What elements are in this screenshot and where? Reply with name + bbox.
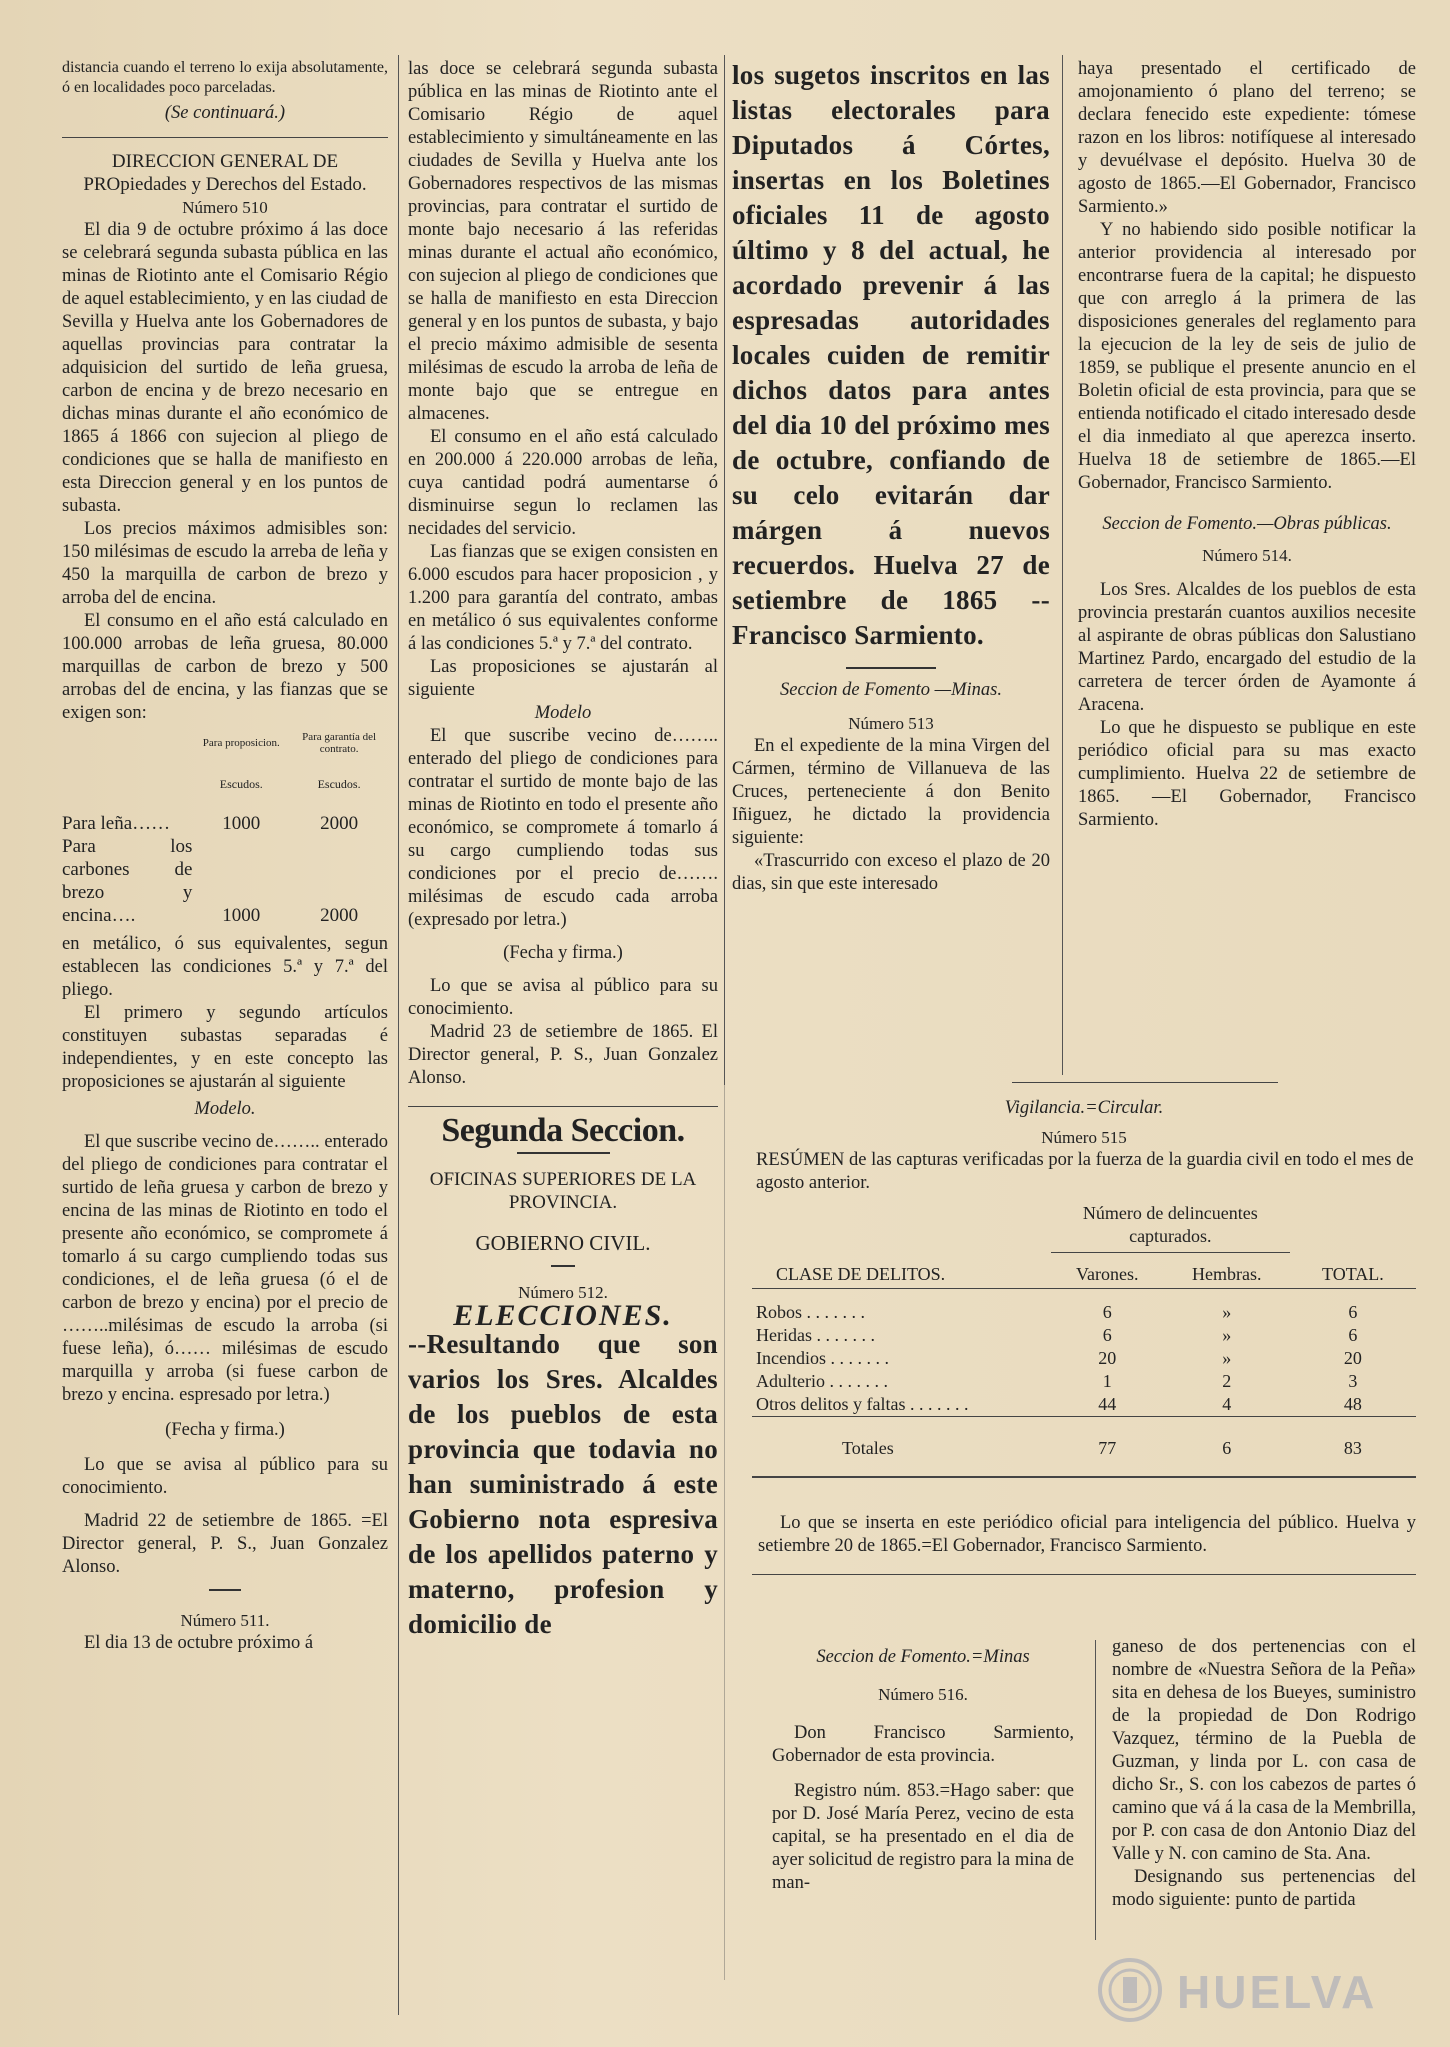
section-subtitle: Vigilancia.=Circular. bbox=[1004, 1098, 1164, 1118]
totals-label: Totales bbox=[842, 1437, 894, 1458]
table-row bbox=[752, 1301, 1416, 1324]
paragraph: Designando sus pertenencias del modo siguiente: punto de partida bbox=[1112, 1867, 1416, 1910]
divider bbox=[752, 1574, 1416, 1575]
section-title: Segunda Seccion. bbox=[441, 1112, 685, 1149]
cell-value: 2000 bbox=[320, 813, 359, 834]
paragraph: Y no habiendo sido posible notificar la anterior providencia al interesado por encontrarse fuera de la capital; he dispuesto que con arreglo á la primera de las disposiciones generales del reglamento para la ejecucion de la ley de seis de julio de 1859, se publique el presente anuncio en el Boletin oficial de esta provincia, para que se entienda notificado el citado interesado desde el dia inmediato al que aperezca inserto. Huelva 18 de setiembre de 1865.—El Gobernador, Francisco Sarmiento. bbox=[1078, 220, 1416, 493]
paragraph: Las proposiciones se ajustarán al siguiente bbox=[408, 657, 718, 700]
cell-hembras: » bbox=[1222, 1347, 1232, 1368]
table-header: Para proposicion. bbox=[202, 737, 280, 749]
section-subtitle: Seccion de Fomento —Minas. bbox=[780, 680, 1002, 700]
paragraph: haya presentado el certificado de amojonamiento ó plano del terreno; se declara fenecido este expediente: tómese razon en los libros: notifíquese al interesado y devuélvase el depósito. Huelva 30 de agosto de 1865.—El Gobernador, Francisco Sarmiento.» bbox=[1078, 59, 1416, 217]
paragraph: El consumo en el año está calculado en 100.000 arrobas de leña gruesa, 80.000 marquillas de carbon de brezo y 500 arrobas del de encina, y las fianzas que se exigen son: bbox=[62, 611, 388, 723]
column-1 bbox=[62, 58, 388, 1655]
bold-announcement: --Resultando que son varios los Sres. Alcaldes de los pueblos de esta provincia que todavia no han suministrado á este Gobierno nota espresiva de los apellidos paterno y materno, profesion y domicilio de bbox=[408, 1329, 718, 1639]
signature-placeholder: (Fecha y firma.) bbox=[165, 1420, 285, 1440]
paragraph: El dia 9 de octubre próximo á las doce se celebrará segunda subasta pública en las minas de Riotinto ante el Comisario Régio de aquel establecimiento, y en las ciudad de Sevilla y Huelva ante los Gobernadores de aquellas provincias para contratar la adquisicion del surtido de leña gruesa, carbon de encina y de brezo necesario en dichas minas durante el año económico de 1865 á 1866 con sujecion al pliego de condiciones que se halla de manifiesto en esta Direccion general y en los puntos de subasta. bbox=[62, 220, 388, 516]
cell-varones: 6 bbox=[1102, 1324, 1112, 1345]
row-label: Robos . . . . . . . bbox=[756, 1301, 866, 1322]
captures-section bbox=[752, 1082, 1416, 1587]
paragraph: las doce se celebrará segunda subasta pública en las minas de Riotinto ante el Comisario Régio de aquel establecimiento y simultáneamente en las ciudades de Sevilla y Huelva ante los Gobernadores respectivos de las mismas provincias, para contratar el surtido de monte bajo necesario á las referidas minas durante el actual año económico, con sujecion al pliego de condiciones que se halla de manifiesto en esta Direccion general y en los puntos de subasta, y bajo el precio máximo admisible de sesenta milésimas de escudo la arroba de leña de monte bajo que se entregue en almacenes. bbox=[408, 59, 718, 424]
section-heading: OFICINAS SUPERIORES DE LA PROVINCIA. bbox=[429, 1169, 697, 1213]
column-header: Hembras. bbox=[1192, 1264, 1262, 1285]
column-header: Varones. bbox=[1075, 1264, 1139, 1285]
paragraph: El primero y segundo artículos constituyen subastas separadas é independientes, y en este concepto las proposiciones se ajustarán al siguiente bbox=[62, 1003, 388, 1092]
paragraph: El que suscribe vecino de…….. enterado del pliego de condiciones para contratar el surtido de monte bajo de las minas de Riotinto en todo el presente año económico, se compromete á tomarlo á su cargo cumpliendo todas sus condiciones por el precio de……. milésimas de escudo cada arroba (expresado por letra.) bbox=[408, 726, 718, 930]
captures-table bbox=[752, 1201, 1416, 1494]
cell-hembras: » bbox=[1222, 1301, 1232, 1322]
paragraph: Lo que he dispuesto se publique en este periódico oficial para su mas exacto cumplimiento. Huelva 22 de setiembre de 1865. —El Gobernador, Francisco Sarmiento. bbox=[1078, 718, 1416, 830]
total-value: 6 bbox=[1222, 1437, 1232, 1458]
watermark-text: HUELVA bbox=[1177, 1966, 1378, 2018]
column-rule bbox=[1062, 55, 1063, 1075]
notice-number: Número 516. bbox=[878, 1685, 968, 1704]
total-value: 83 bbox=[1343, 1437, 1362, 1458]
group-header: Número de delincuentes capturados. bbox=[1051, 1201, 1290, 1253]
table-header: Para garantía del contrato. bbox=[302, 731, 377, 755]
seal-icon bbox=[1095, 1955, 1165, 2025]
paragraph: El consumo en el año está calculado en 200.000 á 220.000 arrobas de leña, cuya cantidad podrá aumentarse ó disminuirse segun lo reclamen las necidades del servicio. bbox=[408, 427, 718, 539]
notice-number: Número 513 bbox=[848, 714, 934, 733]
column-header: TOTAL. bbox=[1322, 1264, 1384, 1284]
column-2 bbox=[408, 58, 718, 1642]
table-row bbox=[752, 1393, 1416, 1417]
cell-varones: 44 bbox=[1098, 1393, 1117, 1414]
table-row bbox=[752, 1370, 1416, 1393]
section-subtitle: Seccion de Fomento.=Minas bbox=[816, 1647, 1030, 1667]
paragraph: Las fianzas que se exigen consisten en 6.000 escudos para hacer proposicion , y 1.200 para garantía del contrato, ambas en metálico ó sus equivalentes conforme á las condiciones 5.ª y 7.ª del contrato. bbox=[408, 542, 718, 654]
notice-number: Número 510 bbox=[182, 198, 268, 217]
divider bbox=[846, 667, 935, 669]
row-label: Adulterio . . . . . . . bbox=[756, 1370, 888, 1391]
paragraph: «Trascurrido con exceso el plazo de 20 dias, sin que este interesado bbox=[732, 851, 1050, 894]
row-label: Otros delitos y faltas . . . . . . . bbox=[756, 1393, 969, 1414]
column-rule bbox=[398, 55, 399, 2015]
paragraph: en metálico, ó sus equivalentes, segun establecen las condiciones 5.ª y 7.ª del pliego. bbox=[62, 934, 388, 1000]
cell-total: 3 bbox=[1348, 1370, 1358, 1391]
column-rule bbox=[1095, 1640, 1096, 1940]
notice-number: Número 514. bbox=[1202, 546, 1292, 565]
notice-number: Número 512. bbox=[518, 1283, 608, 1302]
bold-announcement: los sugetos inscritos en las listas electorales para Diputados á Córtes, insertas en los Boletines oficiales 11 de agosto último y 8 del actual, he acordado prevenir á las espresadas autoridades locales cuiden de remitir dichos datos para antes del dia 10 del próximo mes de octubre, confiando de su celo evitarán dar márgen á nuevos recuerdos. Huelva 27 de setiembre de 1865 --Francisco Sarmiento. bbox=[732, 60, 1050, 650]
table-body bbox=[752, 1301, 1416, 1417]
paragraph: Lo que se inserta en este periódico oficial para inteligencia del público. Huelva y setiembre 20 de 1865.=El Gobernador, Francisco Sarmiento. bbox=[758, 1512, 1416, 1556]
cell-value: 1000 bbox=[222, 905, 261, 926]
paragraph: Don Francisco Sarmiento, Gobernador de esta provincia. bbox=[772, 1723, 1074, 1766]
cell-varones: 1 bbox=[1102, 1370, 1112, 1391]
paragraph: distancia cuando el terreno lo exija absolutamente, ó en localidades poco parceladas. bbox=[62, 59, 388, 96]
cell-total: 6 bbox=[1348, 1301, 1358, 1322]
paragraph: Los precios máximos admisibles son: 150 milésimas de escudo la arreba de leña y 450 la marquilla de carbon de brezo y arroba del de encina. bbox=[62, 519, 388, 608]
column-rule bbox=[724, 55, 725, 1085]
column-6 bbox=[1112, 1636, 1416, 1912]
row-label: Incendios . . . . . . . bbox=[756, 1347, 889, 1368]
column-header: CLASE DE DELITOS. bbox=[776, 1263, 946, 1284]
bond-table bbox=[62, 731, 388, 927]
paragraph: Lo que se avisa al público para su conocimiento. bbox=[62, 1455, 388, 1498]
divider bbox=[1012, 1082, 1278, 1083]
column-3 bbox=[732, 58, 1050, 896]
paragraph: Madrid 23 de setiembre de 1865. El Director general, P. S., Juan Gonzalez Alonso. bbox=[408, 1022, 718, 1088]
cell-value: 1000 bbox=[222, 813, 261, 834]
cell-value: 2000 bbox=[320, 905, 359, 926]
column-rule bbox=[724, 1080, 725, 1980]
divider bbox=[517, 1152, 610, 1154]
column-5 bbox=[772, 1646, 1074, 1895]
paragraph: Los Sres. Alcaldes de los pueblos de esta provincia prestarán cuantos auxilios necesite al aspirante de obras públicas don Salustiano Martinez Pardo, encargado del estudio de la carretera de tercer órden de Ayamonte á Aracena. bbox=[1078, 580, 1416, 715]
paragraph: ganeso de dos pertenencias con el nombre de «Nuestra Señora de la Peña» sita en dehesa de los Bueyes, suministro de la propiedad de Don Rodrigo Vazquez, término de la Puebla de Guzman, y linda por L. con casa de dicho Sr., S. con los cabezos de partes ó camino que vá á la casa de la Membrilla, por P. con casa de don Antonio Diaz del Valle y N. con camino de Sta. Ana. bbox=[1112, 1637, 1416, 1864]
divider bbox=[62, 137, 388, 138]
paragraph: Registro núm. 853.=Hago saber: que por D. José María Perez, vecino de esta capital, se ha presentado en el dia de ayer solicitud de registro para la mina de man- bbox=[772, 1781, 1074, 1893]
elections-title: ELECCIONES. bbox=[453, 1299, 673, 1332]
total-value: 77 bbox=[1098, 1437, 1117, 1458]
paragraph: El que suscribe vecino de…….. enterado del pliego de condiciones para contratar el surtido de leña gruesa y carbon de brezo y encina de las minas de Riotinto en todo el presente año económico, se compromete á tomarlo á su cargo cumpliendo todas sus condiciones, el de leña gruesa (ó el de carbon de brezo y encina) por el precio de ……..milésimas de escudo la arroba (si fuese leña), ó…… milésimas de escudo marquilla y arroba (si fuese carbon de brezo y encina. espresado por letra.) bbox=[62, 1132, 388, 1405]
cell-varones: 6 bbox=[1102, 1301, 1112, 1322]
cell-hembras: 2 bbox=[1222, 1370, 1232, 1391]
archive-watermark bbox=[1065, 1955, 1395, 2025]
paragraph: RESÚMEN de las capturas verificadas por la fuerza de la guardia civil en todo el mes de agosto anterior. bbox=[756, 1150, 1414, 1193]
notice-number: Número 511. bbox=[180, 1611, 270, 1630]
section-subtitle: Seccion de Fomento.—Obras públicas. bbox=[1102, 514, 1392, 534]
cell-total: 48 bbox=[1343, 1393, 1362, 1414]
row-label: Heridas . . . . . . . bbox=[756, 1324, 875, 1345]
cell-varones: 20 bbox=[1098, 1347, 1117, 1368]
row-label: Para leña…… bbox=[62, 813, 171, 834]
divider bbox=[752, 1477, 1416, 1494]
unit-label: Escudos. bbox=[219, 777, 263, 791]
divider bbox=[209, 1589, 242, 1591]
cell-total: 20 bbox=[1343, 1347, 1362, 1368]
cell-hembras: » bbox=[1222, 1324, 1232, 1345]
column-4 bbox=[1078, 58, 1416, 832]
notice-number: Número 515 bbox=[1041, 1128, 1127, 1147]
section-heading: GOBIERNO CIVIL. bbox=[475, 1231, 651, 1255]
paragraph: En el expediente de la mina Virgen del Cármen, término de Villanueva de las Cruces, perteneciente á don Benito Iñiguez, he dictado la providencia siguiente: bbox=[732, 736, 1050, 848]
signature-placeholder: (Fecha y firma.) bbox=[503, 943, 623, 963]
paragraph: Madrid 22 de setiembre de 1865. =El Director general, P. S., Juan Gonzalez Alonso. bbox=[62, 1511, 388, 1577]
cell-total: 6 bbox=[1348, 1324, 1358, 1345]
table-row bbox=[752, 1324, 1416, 1347]
paragraph: El dia 13 de octubre próximo á bbox=[84, 1633, 314, 1653]
continued-note: (Se continuará.) bbox=[164, 103, 286, 123]
paragraph: Lo que se avisa al público para su conocimiento. bbox=[408, 976, 718, 1019]
divider bbox=[408, 1106, 718, 1107]
model-heading: Modelo. bbox=[194, 1099, 256, 1119]
row-label: Para los carbones de brezo y encina…. bbox=[62, 836, 193, 926]
unit-label: Escudos. bbox=[317, 777, 361, 791]
cell-hembras: 4 bbox=[1222, 1393, 1232, 1414]
table-row bbox=[752, 1347, 1416, 1370]
model-heading: Modelo bbox=[534, 703, 592, 723]
divider bbox=[551, 1265, 576, 1267]
divider bbox=[752, 1288, 1416, 1301]
section-heading: DIRECCION GENERAL DE PROpiedades y Derechos del Estado. bbox=[83, 151, 367, 195]
